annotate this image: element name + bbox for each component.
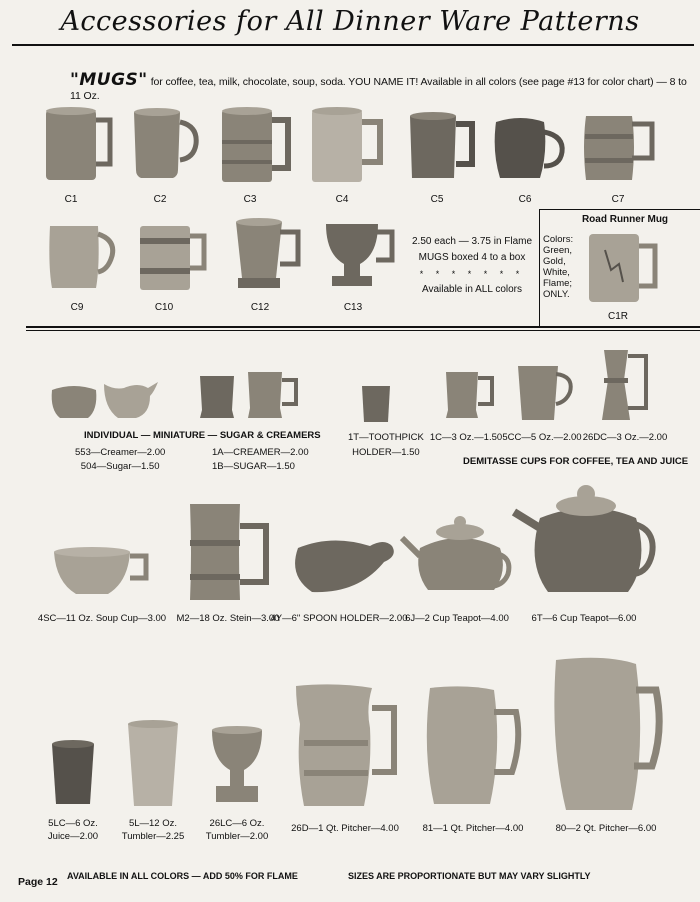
demitasse-26dc-label: 26DC—3 Oz.—2.00 (582, 432, 668, 443)
mug-label-c5: C5 (430, 194, 444, 205)
pitcher-80-image (554, 658, 659, 810)
mugs-box-line: MUGS boxed 4 to a box (418, 252, 526, 263)
creamer-1a-price: 1A—CREAMER—2.00 (212, 447, 309, 458)
mug-label-c2: C2 (153, 194, 167, 205)
pitcher-81-label: 81—1 Qt. Pitcher—4.00 (422, 823, 524, 834)
mug-label-c1: C1 (64, 194, 78, 205)
mugs-stars: * * * * * * * (419, 269, 525, 279)
road-runner-title: Road Runner Mug (581, 214, 669, 225)
mug-label-c10: C10 (154, 302, 174, 313)
teapot-2cup-label: 6J—2 Cup Teapot—4.00 (405, 613, 509, 624)
tumbler-12oz-line1: 5L—12 Oz. (128, 818, 178, 829)
tumbler-12oz-label (122, 817, 184, 843)
tumbler-6oz-line2: Tumbler—2.00 (205, 831, 269, 842)
mug-label-c4: C4 (335, 194, 349, 205)
rr-color-1: Green, (543, 245, 573, 256)
tumbler-6oz-image (212, 726, 262, 802)
stein-label: M2—18 Oz. Stein—3.00 (176, 613, 280, 624)
rr-color-4: Flame; (543, 278, 573, 289)
footer-left-note: AVAILABLE IN ALL COLORS — ADD 50% FOR FLAME (67, 871, 298, 881)
juice-label (48, 817, 98, 843)
mug-label-c3: C3 (243, 194, 257, 205)
sugar-1b-price: 1B—SUGAR—1.50 (212, 461, 295, 472)
creamer-553-price: 553—Creamer—2.00 (75, 447, 166, 458)
pitcher-80-label: 80—2 Qt. Pitcher—6.00 (555, 823, 657, 834)
footer-right-note: SIZES ARE PROPORTIONATE BUT MAY VARY SLIGHTLY (348, 871, 591, 881)
pitcher-26d-image (296, 684, 394, 806)
toothpick-line2: HOLDER—1.50 (352, 447, 420, 458)
sugar-504-price: 504—Sugar—1.50 (80, 461, 160, 472)
pitcher-81-image (427, 686, 518, 804)
mugs-description: for coffee, tea, milk, chocolate, soup, soda. YOU NAME IT! Available in all colors (see page #13 for color chart) — 8 to 11 Oz. (70, 76, 687, 102)
mugs-availability-line: Available in ALL colors (421, 284, 523, 295)
spoon-holder-label: 4Y—6" SPOON HOLDER—2.00 (270, 613, 408, 624)
rr-color-3: White, (543, 267, 570, 278)
mug-label-c7: C7 (611, 194, 625, 205)
rr-color-0: Colors: (543, 234, 574, 245)
mug-label-c12: C12 (250, 302, 270, 313)
page-number: Page 12 (18, 876, 58, 888)
tumbler-6oz-label (206, 817, 268, 843)
miniature-heading: INDIVIDUAL — MINIATURE — SUGAR & CREAMERS (84, 430, 321, 441)
juice-cup-image (52, 740, 94, 804)
demitasse-caption: DEMITASSE CUPS FOR COFFEE, TEA AND JUICE (463, 456, 689, 467)
tumbler-6oz-line1: 26LC—6 Oz. (209, 818, 265, 829)
mug-label-c9: C9 (70, 302, 84, 313)
demitasse-1c-label: 1C—3 Oz.—1.50 (429, 432, 503, 443)
juice-line1: 5LC—6 Oz. (48, 818, 98, 829)
mug-label-c6: C6 (518, 194, 532, 205)
juice-line2: Juice—2.00 (47, 831, 99, 842)
demitasse-5cc-label: 5CC—5 Oz.—2.00 (502, 432, 582, 443)
tumbler-12oz-line2: Tumbler—2.25 (121, 831, 185, 842)
mugs-price-line: 2.50 each — 3.75 in Flame (412, 236, 533, 247)
page-title: Accessories for All Dinner Ware Patterns (60, 6, 640, 37)
mugs-heading: "MUGS" (70, 70, 148, 90)
soup-cup-label: 4SC—11 Oz. Soup Cup—3.00 (37, 613, 167, 624)
rr-color-2: Gold, (543, 256, 566, 267)
tumbler-12oz-image (128, 720, 178, 806)
mug-label-c13: C13 (343, 302, 363, 313)
road-runner-code: C1R (607, 311, 629, 322)
pitcher-26d-label: 26D—1 Qt. Pitcher—4.00 (291, 823, 399, 834)
rr-color-5: ONLY. (543, 289, 570, 300)
teapot-6cup-label: 6T—6 Cup Teapot—6.00 (531, 613, 637, 624)
toothpick-line1: 1T—TOOTHPICK (348, 432, 424, 443)
